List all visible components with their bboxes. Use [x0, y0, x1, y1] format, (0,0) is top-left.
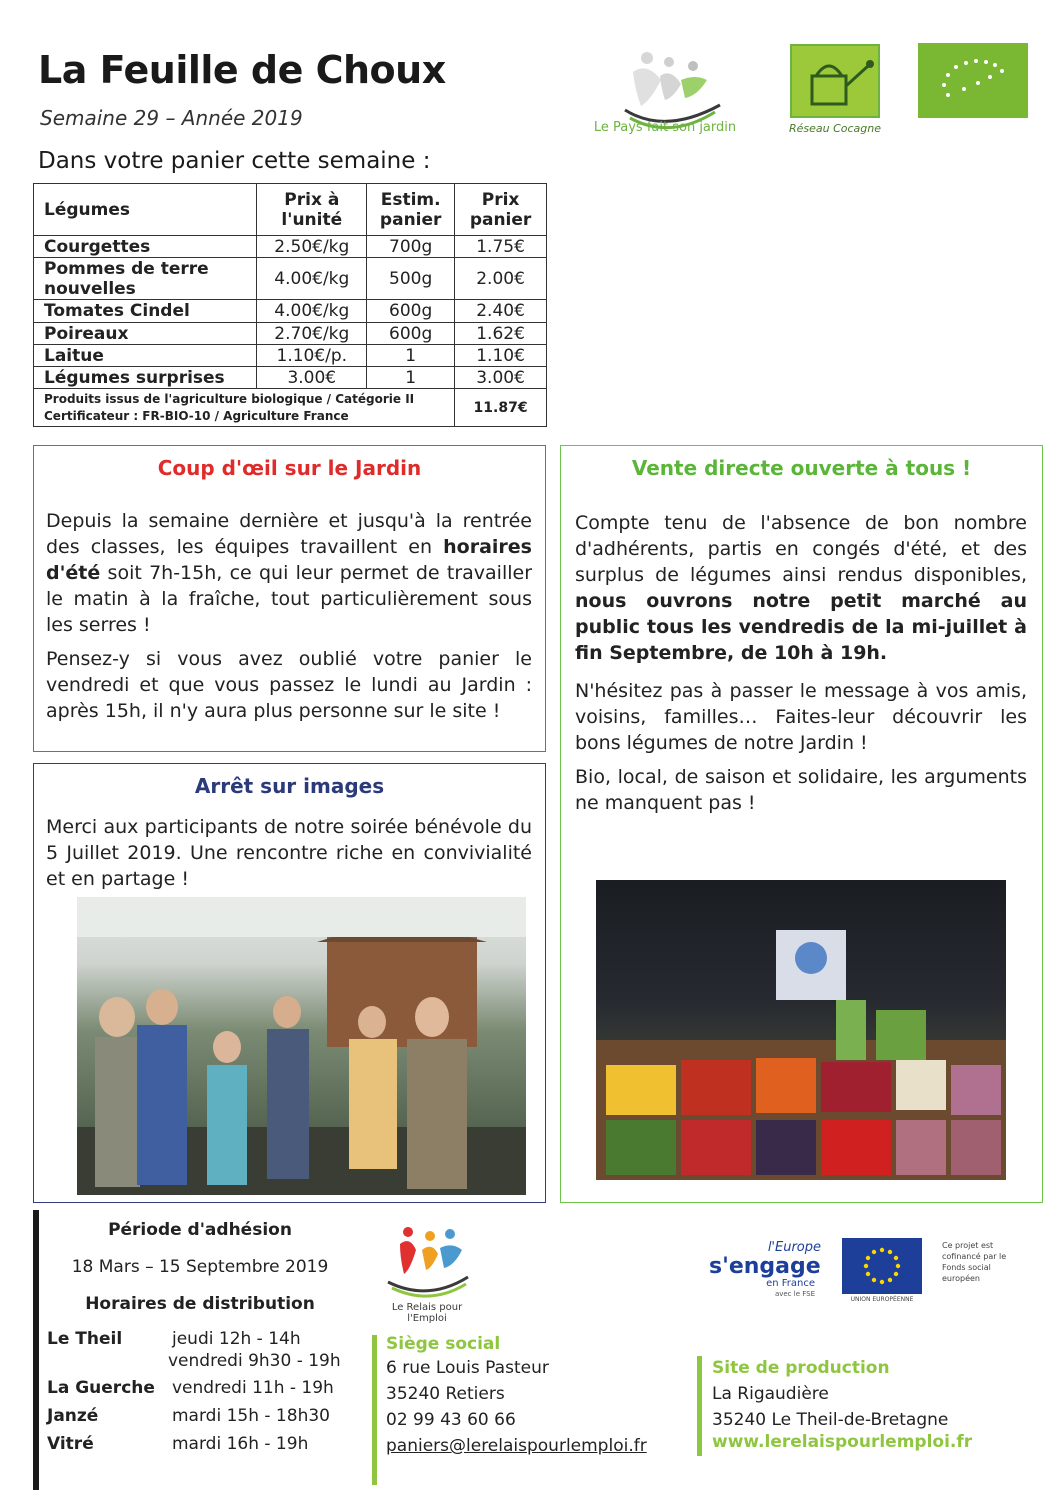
jardin-p1-text-end: soit 7h-15h, ce qui leur permet de travailler le matin à la fraîche, tout particulièrement sous les serres ! [46, 562, 532, 636]
row-price: 3.00€ [455, 367, 547, 389]
production-heading: Site de production [712, 1358, 890, 1378]
fse-cofinance-text: Ce projet est cofinancé par le Fonds social européen [942, 1241, 1007, 1283]
siege-email-link[interactable]: paniers@lerelaispourlemploi.fr [386, 1436, 647, 1456]
schedule-place: Le Theil [47, 1329, 123, 1349]
eu-flag-label: UNION EUROPÉENNE [850, 1296, 914, 1303]
vente-title: Vente directe ouverte à tous ! [631, 456, 972, 480]
production-address-line-2: 35240 Le Theil-de-Bretagne [712, 1410, 949, 1430]
page-subtitle: Semaine 29 – Année 2019 [40, 106, 303, 130]
relais-emploi-label: Le Relais pour l'Emploi [391, 1302, 463, 1324]
table-footer-row [34, 389, 547, 427]
row-name: Laitue [34, 345, 257, 367]
eu-engage-line-4: avec le FSE [774, 1290, 815, 1298]
row-name: Poireaux [34, 323, 257, 345]
eu-flag-icon [842, 1238, 922, 1294]
images-title: Arrêt sur images [194, 774, 385, 798]
eu-organic-leaf-logo [918, 43, 1028, 118]
row-price: 1.10€ [455, 345, 547, 367]
europe-engage-logo [705, 1240, 825, 1300]
row-unit-price: 1.10€/p. [257, 345, 367, 367]
row-unit-price: 3.00€ [257, 367, 367, 389]
table-row [34, 345, 547, 367]
row-estimate: 700g [367, 236, 455, 258]
header-basket-price: Prix panier [455, 184, 547, 236]
header-estimate: Estim. panier [367, 184, 455, 236]
distribution-heading: Horaires de distribution [85, 1294, 315, 1314]
production-green-bar [697, 1356, 702, 1456]
schedule-time: mardi 15h - 18h30 [172, 1406, 330, 1426]
eu-engage-line-1: l'Europe [767, 1240, 821, 1255]
row-name: Pommes de terre nouvelles [34, 258, 257, 300]
row-estimate: 1 [367, 367, 455, 389]
schedule-place: La Guerche [47, 1378, 155, 1398]
basket-heading: Dans votre panier cette semaine : [38, 148, 431, 174]
reseau-cocagne-logo [790, 44, 880, 118]
adhesion-dates: 18 Mars – 15 Septembre 2019 [71, 1257, 329, 1277]
images-paragraph: Merci aux participants de notre soirée bénévole du 5 Juillet 2019. Une rencontre riche en convivialité et en partage ! [46, 816, 532, 890]
table-row [34, 258, 547, 300]
table-row [34, 300, 547, 323]
row-unit-price: 4.00€/kg [257, 300, 367, 323]
schedule-place: Janzé [47, 1406, 99, 1426]
jardin-p1-bold: horaires d'été [46, 536, 532, 584]
schedule-time: vendredi 9h30 - 19h [168, 1351, 341, 1371]
row-name: Tomates Cindel [34, 300, 257, 323]
jardin-title: Coup d'œil sur le Jardin [157, 456, 422, 480]
siege-address-line-2: 35240 Retiers [386, 1384, 505, 1404]
jardin-p1-text: Depuis la semaine dernière et jusqu'à la rentrée des classes, les équipes travaillent en [46, 510, 532, 558]
row-name: Légumes surprises [34, 367, 257, 389]
pays-jardin-label: Le Pays fait son jardin [593, 120, 737, 135]
certification-note [34, 389, 455, 427]
basket-table [33, 183, 547, 427]
vente-paragraph-2: N'hésitez pas à passer le message à vos amis, voisins, familles… Faites-leur découvrir les bons légumes de notre Jardin ! [575, 680, 1027, 754]
website-link[interactable]: www.lerelaispourlemploi.fr [712, 1432, 973, 1452]
row-price: 1.62€ [455, 323, 547, 345]
vente-paragraph-3: Bio, local, de saison et solidaire, les arguments ne manquent pas ! [575, 766, 1027, 814]
header-unit-price: Prix à l'unité [257, 184, 367, 236]
row-unit-price: 2.70€/kg [257, 323, 367, 345]
row-price: 2.00€ [455, 258, 547, 300]
schedule-place: Vitré [47, 1434, 94, 1454]
jardin-paragraph-1 [46, 508, 532, 638]
market-stall-photo [596, 880, 1006, 1180]
adhesion-heading: Période d'adhésion [108, 1220, 292, 1240]
eu-engage-line-2: s'engage [709, 1254, 821, 1279]
vente-p1-text: Compte tenu de l'absence de bon nombre d'adhérents, partis en congés d'été, et des surplus de légumes ainsi rendus disponibles, [575, 512, 1027, 586]
siege-heading: Siège social [386, 1334, 501, 1354]
jardin-paragraph-2: Pensez-y si vous avez oublié votre panier le vendredi et que vous passez le lundi au Jardin : après 15h, il n'y aura plus personne sur le site ! [46, 648, 532, 722]
row-name: Courgettes [34, 236, 257, 258]
siege-address-line-1: 6 rue Louis Pasteur [386, 1358, 549, 1378]
row-estimate: 1 [367, 345, 455, 367]
jardin-box [33, 445, 546, 752]
vente-p1-bold: nous ouvrons notre petit marché au public tous les vendredis de la mi-juillet à fin Septembre, de 10h à 19h. [575, 590, 1027, 664]
schedule-time: vendredi 11h - 19h [172, 1378, 334, 1398]
adhesion-left-bar [33, 1210, 39, 1490]
relais-emploi-logo [378, 1222, 478, 1302]
vente-paragraph-1 [575, 510, 1027, 666]
volunteer-evening-photo [77, 897, 526, 1195]
row-estimate: 600g [367, 323, 455, 345]
row-price: 2.40€ [455, 300, 547, 323]
basket-total: 11.87€ [455, 389, 547, 427]
eu-engage-line-3: en France [766, 1278, 815, 1289]
schedule-time: mardi 16h - 19h [172, 1434, 309, 1454]
table-row [34, 236, 547, 258]
table-row [34, 367, 547, 389]
row-estimate: 500g [367, 258, 455, 300]
reseau-cocagne-label: Réseau Cocagne [788, 122, 882, 135]
page-title: La Feuille de Choux [38, 48, 446, 92]
siege-phone[interactable]: 02 99 43 60 66 [386, 1410, 516, 1430]
production-address-line-1: La Rigaudière [712, 1384, 829, 1404]
row-estimate: 600g [367, 300, 455, 323]
certification-line-1: Produits issus de l'agriculture biologique / Catégorie II [44, 391, 415, 406]
row-unit-price: 2.50€/kg [257, 236, 367, 258]
header-legumes: Légumes [34, 184, 257, 236]
siege-green-bar [372, 1335, 377, 1485]
certification-line-2: Certificateur : FR-BIO-10 / Agriculture France [44, 408, 349, 423]
row-price: 1.75€ [455, 236, 547, 258]
row-unit-price: 4.00€/kg [257, 258, 367, 300]
table-row [34, 323, 547, 345]
schedule-time: jeudi 12h - 14h [172, 1329, 301, 1349]
